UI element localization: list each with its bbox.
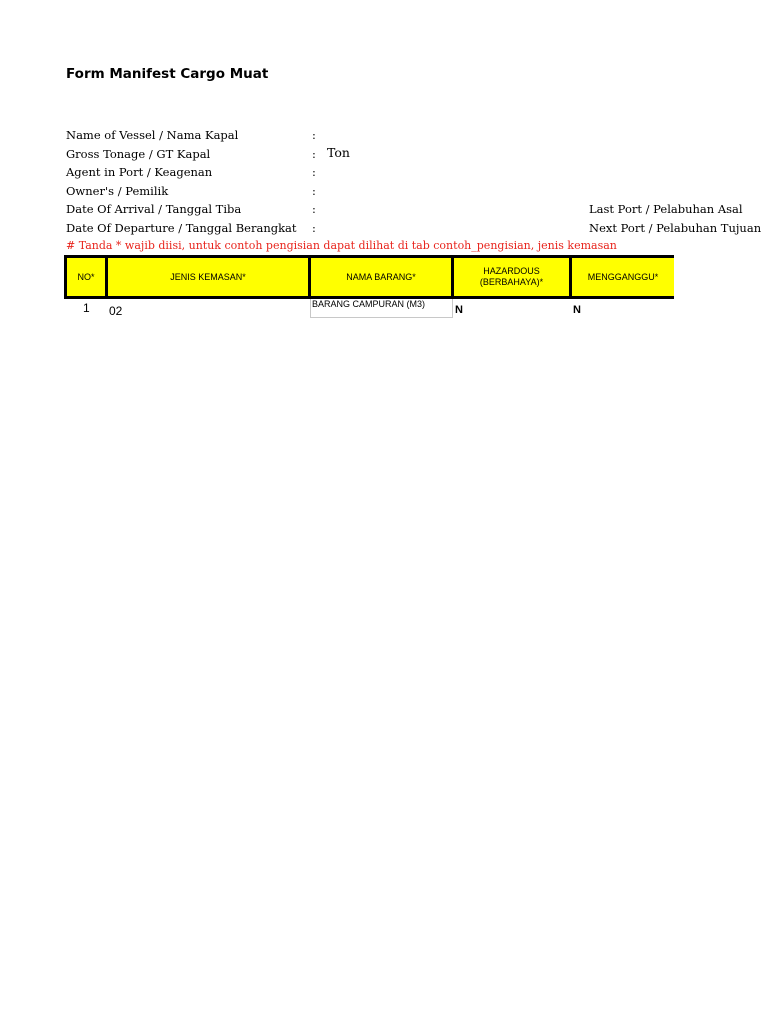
header-hazardous-line2: (BERBAHAYA)* bbox=[479, 277, 544, 287]
arrival-label: Date Of Arrival / Tanggal Tiba bbox=[66, 202, 242, 216]
departure-colon: : bbox=[312, 220, 316, 235]
cell-nama-barang[interactable]: BARANG CAMPURAN (M3) bbox=[310, 299, 453, 318]
gross-tonage-value[interactable]: Ton bbox=[327, 144, 350, 160]
header-jenis-kemasan bbox=[108, 258, 311, 296]
header-mengganggu bbox=[572, 258, 674, 296]
table-header bbox=[64, 255, 674, 299]
header-no bbox=[67, 258, 108, 296]
arrival-colon: : bbox=[312, 202, 316, 216]
header-hazardous-line1: HAZARDOUS bbox=[483, 266, 540, 276]
next-port-label: Next Port / Pelabuhan Tujuan bbox=[589, 220, 762, 235]
form-title: Form Manifest Cargo Muat bbox=[66, 66, 269, 82]
header-jenis-kemasan-label: JENIS KEMASAN* bbox=[170, 271, 246, 282]
owner-label: Owner's / Pemilik bbox=[66, 183, 169, 198]
cargo-table bbox=[64, 255, 674, 321]
header-hazardous bbox=[454, 258, 572, 296]
table-row bbox=[64, 299, 674, 321]
header-nama-barang bbox=[311, 258, 454, 296]
cell-mengganggu[interactable]: N bbox=[573, 304, 581, 316]
cell-no[interactable]: 1 bbox=[83, 301, 90, 315]
header-hazardous-label bbox=[480, 266, 543, 288]
last-port-label: Last Port / Pelabuhan Asal bbox=[589, 202, 743, 216]
departure-label: Date Of Departure / Tanggal Berangkat bbox=[66, 220, 297, 235]
header-nama-barang-label: NAMA BARANG* bbox=[346, 271, 416, 282]
header-mengganggu-label: MENGGANGGU* bbox=[587, 271, 659, 282]
agent-label: Agent in Port / Keagenan bbox=[66, 165, 213, 179]
owner-colon: : bbox=[312, 183, 316, 198]
vessel-name-label: Name of Vessel / Nama Kapal bbox=[66, 128, 239, 142]
cell-jenis-kemasan[interactable]: 02 bbox=[109, 304, 123, 318]
gross-tonage-label: Gross Tonage / GT Kapal bbox=[66, 146, 211, 161]
header-no-label: NO* bbox=[77, 271, 95, 282]
required-fields-note: # Tanda * wajib diisi, untuk contoh pengisian dapat dilihat di tab contoh_pengisian, jenis kemasan bbox=[66, 239, 617, 252]
gross-tonage-colon: : bbox=[312, 146, 316, 161]
vessel-name-colon: : bbox=[312, 128, 316, 142]
agent-colon: : bbox=[312, 165, 316, 179]
cell-hazardous[interactable]: N bbox=[455, 304, 463, 316]
